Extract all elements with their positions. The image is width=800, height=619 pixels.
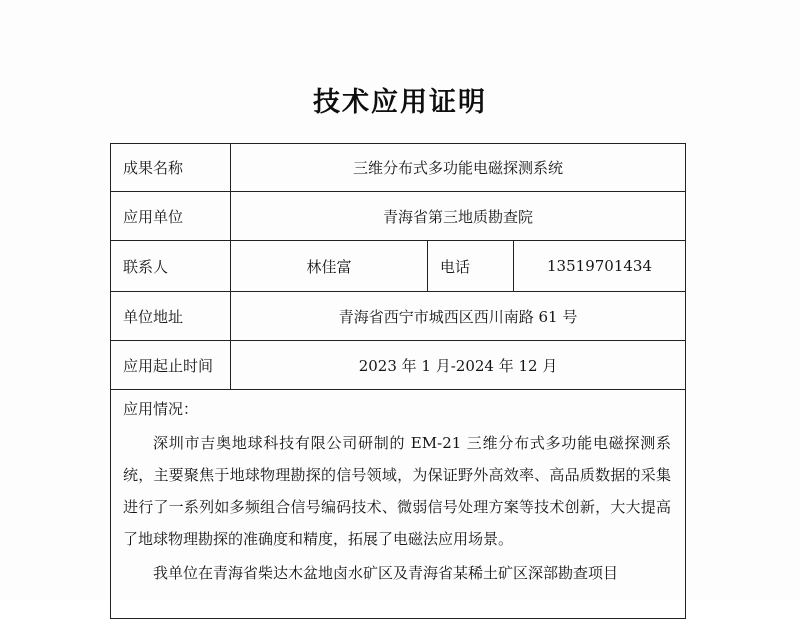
- period-label: 应用起止时间: [111, 341, 231, 390]
- phone-label: 电话: [428, 241, 514, 292]
- row-achievement-name: [111, 144, 686, 192]
- achievement-name-label: 成果名称: [111, 144, 231, 192]
- usage-paragraph-1: 深圳市吉奥地球科技有限公司研制的 EM-21 三维分布式多功能电磁探测系统，主要聚焦于地球物理勘探的信号领域，为保证野外高效率、高品质数据的采集进行了一系列如多频组合信号编码技术、微弱信号处理方案等技术创新，大大提高了地球物理勘探的准确度和精度，拓展了电磁法应用场景。: [123, 434, 672, 548]
- address-value: 青海省西宁市城西区西川南路 61 号: [231, 292, 686, 341]
- achievement-name-value: 三维分布式多功能电磁探测系统: [231, 144, 686, 192]
- usage-paragraph-2: 我单位在青海省柴达木盆地卤水矿区及青海省某稀土矿区深部勘查项目: [153, 564, 619, 582]
- row-usage: [111, 390, 686, 619]
- period-value: 2023 年 1 月-2024 年 12 月: [231, 341, 686, 390]
- phone-value: 13519701434: [514, 241, 686, 292]
- document-title: 技术应用证明: [313, 87, 487, 118]
- contact-value: 林佳富: [231, 241, 428, 292]
- contact-label: 联系人: [111, 241, 231, 292]
- address-label: 单位地址: [111, 292, 231, 341]
- application-unit-value: 青海省第三地质勘查院: [231, 192, 686, 241]
- row-application-unit: [111, 192, 686, 241]
- usage-cell: [111, 390, 686, 619]
- certificate-table: [110, 143, 686, 619]
- row-period: [111, 341, 686, 390]
- row-contact: [111, 241, 686, 292]
- row-address: [111, 292, 686, 341]
- application-unit-label: 应用单位: [111, 192, 231, 241]
- usage-heading: 应用情况：: [123, 400, 199, 418]
